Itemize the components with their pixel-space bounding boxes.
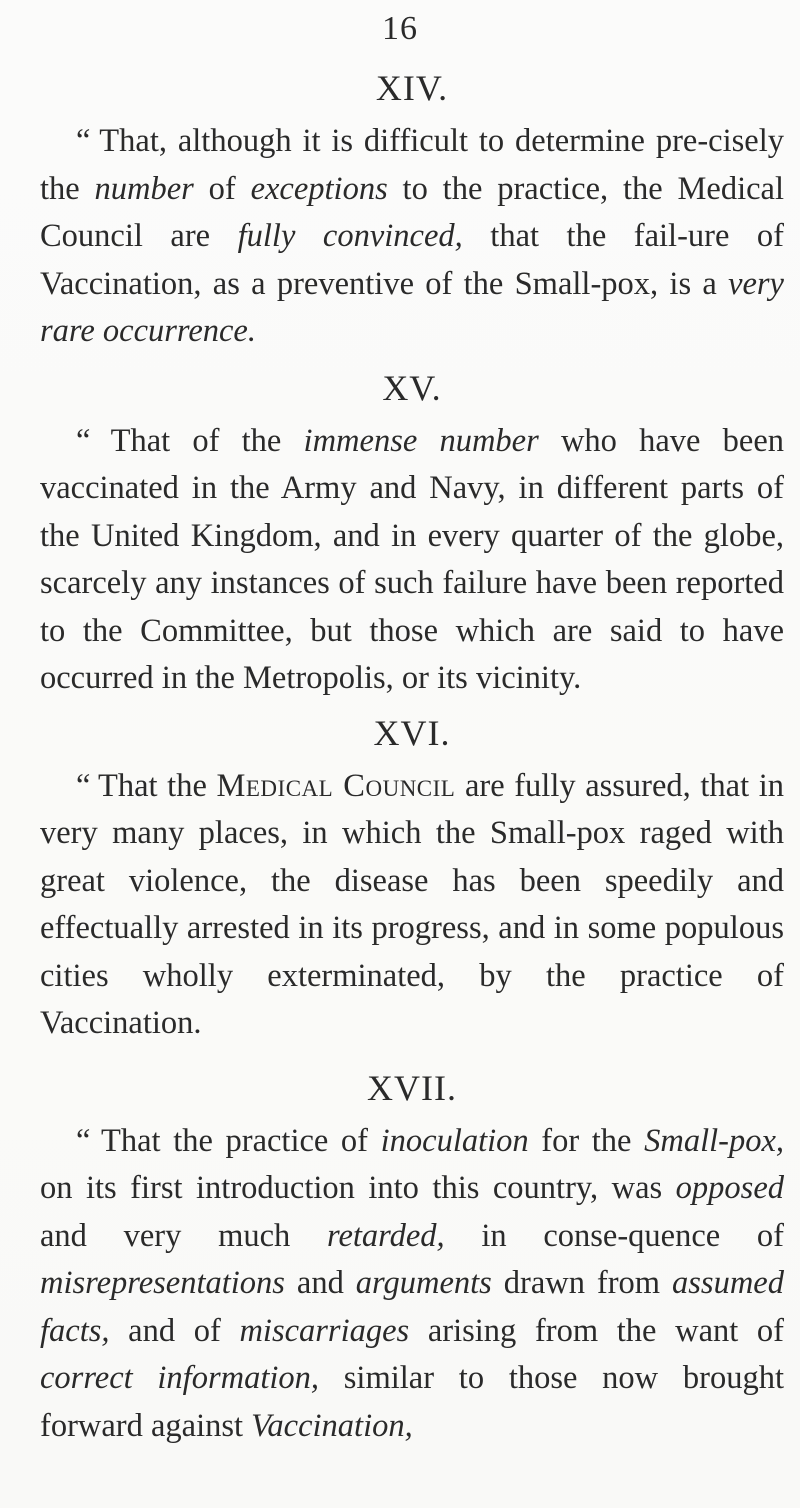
text-run: That of the [110, 422, 304, 459]
text-run: That the practice of [101, 1122, 381, 1159]
text-run-italic: opposed [675, 1170, 784, 1206]
section-xvii [40, 1058, 784, 1451]
text-run-italic: exceptions [250, 170, 388, 207]
text-run: similar to those now brought forward against [40, 1360, 784, 1444]
text-run: That the [98, 767, 217, 804]
text-run: “ [76, 123, 100, 159]
text-run: “ [76, 422, 111, 459]
document-body [40, 58, 784, 1450]
section-xvi [40, 703, 784, 1048]
section-paragraph [40, 118, 784, 356]
text-run: on its first introduction into this country, was [40, 1170, 676, 1206]
section-paragraph [40, 763, 784, 1048]
text-run: are fully assured, that in very many places, in which the Small-pox raged with great violence, the disease has been speedily and effectually arrested in its progress, and in some populous cities wholly exterminated, by the practice of Vaccination. [40, 767, 784, 1041]
text-run-italic: misrepresentations [40, 1265, 285, 1301]
text-run-italic: immense number [303, 422, 539, 459]
text-run: arising from the want of [409, 1312, 784, 1349]
text-run-smallcaps: Medical Council [216, 767, 456, 804]
spacer [40, 1048, 784, 1058]
text-run: and very much [40, 1217, 328, 1254]
text-run: for the [528, 1122, 645, 1159]
text-run: and [284, 1265, 356, 1301]
section-xiv [40, 58, 784, 356]
text-run: That, although it is difficult to determine pre-cisely the [40, 123, 784, 207]
text-run-italic: Vaccination, [251, 1407, 413, 1444]
section-numeral: XVII. [367, 1067, 457, 1108]
text-run-italic: assumed facts, [40, 1265, 784, 1349]
text-run: of [193, 170, 251, 207]
text-run: that the fail-ure of Vaccination, as a preventive of the Small-pox, is a [40, 218, 784, 302]
text-run-italic: arguments [355, 1265, 492, 1301]
text-run-italic: very rare occurrence. [40, 265, 784, 349]
section-numeral: XVI. [373, 712, 451, 753]
text-run: who have been vaccinated in the Army and Navy, in different parts of the United Kingdom, and in every quarter of the globe, scarcely any instances of such failure have been reported to the Committee, but those which are said to have occurred in the Metropolis, or its vicinity. [40, 422, 784, 696]
section-numeral: XV. [382, 367, 442, 408]
text-run-italic: correct information, [40, 1360, 320, 1396]
section-numeral: XIV. [375, 68, 449, 108]
text-run: “ [76, 1122, 102, 1159]
text-run: to the practice, the Medical Council are [40, 170, 784, 254]
section-paragraph [40, 1118, 784, 1451]
text-run: and of [109, 1312, 240, 1349]
text-run-italic: retarded, [327, 1217, 445, 1254]
text-run-italic: fully convinced, [237, 218, 463, 254]
section-xv [40, 358, 784, 703]
section-paragraph [40, 418, 784, 703]
text-run: in conse-quence of [444, 1217, 784, 1254]
text-run-italic: Small-pox, [644, 1122, 784, 1159]
text-run-italic: number [94, 170, 194, 207]
text-run-italic: miscarriages [239, 1312, 410, 1349]
text-run-italic: inoculation [380, 1122, 529, 1159]
page-number: 16 [382, 10, 418, 47]
text-run: “ [76, 767, 99, 804]
text-run: drawn from [491, 1265, 673, 1301]
